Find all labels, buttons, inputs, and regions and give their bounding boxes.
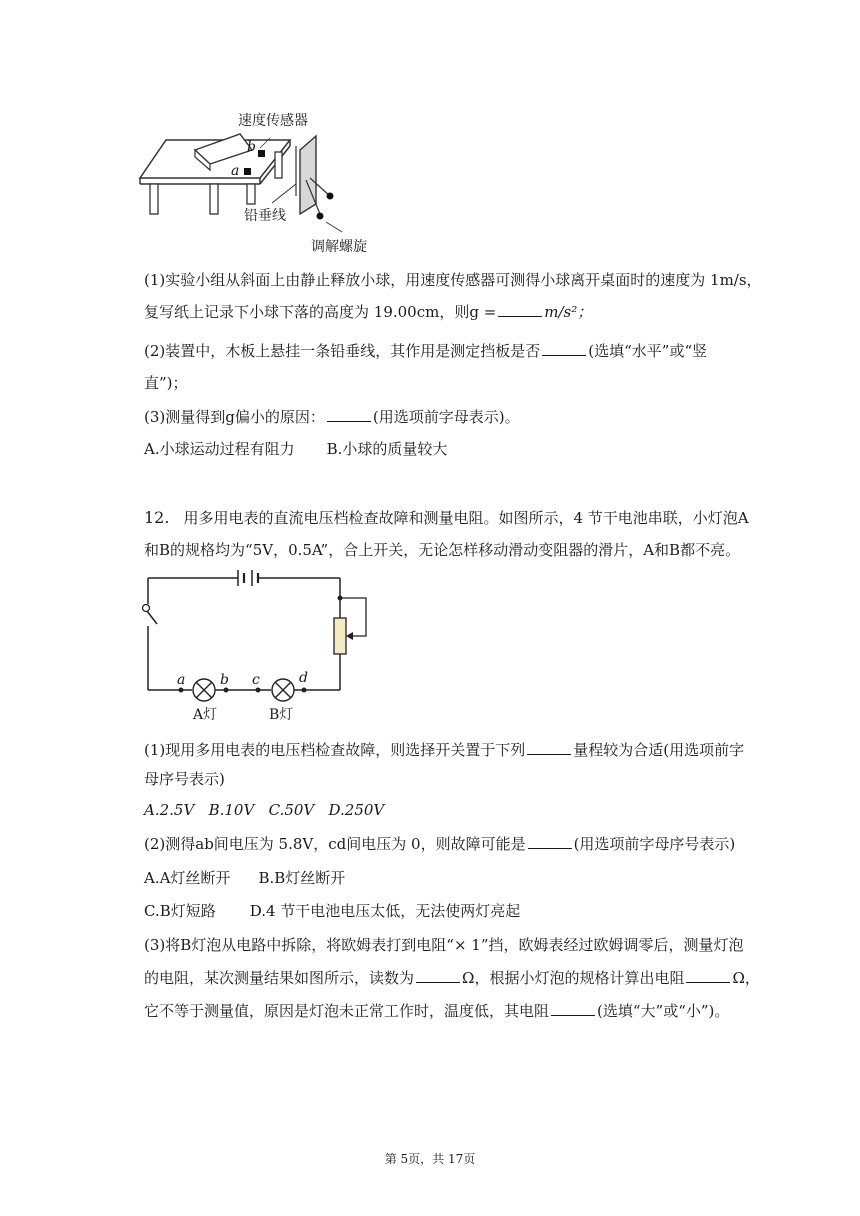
point-b-label: b <box>247 139 256 155</box>
answer-blank[interactable] <box>416 968 460 983</box>
q12-part2-options-cd <box>144 901 520 921</box>
q12-part2-line <box>144 834 735 854</box>
q12-part1-line2: 母序号表示) <box>144 770 225 788</box>
q11-part2-text: (2)装置中，木板上悬挂一条铅垂线，其作用是测定挡板是否 <box>144 342 541 360</box>
q12-intro-line2: 和B的规格均为“5V，0.5A”，合上开关，无论怎样移动滑动变阻器的滑片，A和B都不亮。 <box>144 541 741 559</box>
q12-part2-hint: (用选项前字母序号表示) <box>573 835 736 853</box>
q12-part3-text3: 它不等于测量值，原因是灯泡未正常工作时，温度低，其电阻 <box>144 1002 550 1020</box>
node-b-label: b <box>220 672 229 688</box>
q12-part3-line1: (3)将B灯泡从电路中拆除，将欧姆表打到电阻“× 1”挡，欧姆表经过欧姆调零后，测量灯泡 <box>144 936 744 954</box>
answer-blank[interactable] <box>686 968 730 983</box>
q12-part3-unit: Ω， <box>732 969 760 987</box>
page-footer: 第 5页，共 17页 <box>384 1152 476 1166</box>
q11-option-b: B.小球的质量较大 <box>326 440 448 458</box>
node-d-label: d <box>299 670 308 686</box>
answer-blank[interactable] <box>527 740 571 755</box>
q12-option-b: B.B灯丝断开 <box>258 869 346 887</box>
q11-part1-text: 复写纸上记录下小球下落的高度为 19.00cm，则g = <box>144 303 497 321</box>
question-number: 12. <box>144 508 170 527</box>
q11-part3-text: (3)测量得到g偏小的原因： <box>144 408 325 426</box>
plumb-line-label: 铅垂线 <box>244 208 286 224</box>
answer-blank[interactable] <box>551 1001 595 1016</box>
q11-part3-hint: (用选项前字母表示)。 <box>372 408 520 426</box>
node-c-label: c <box>252 672 260 688</box>
q11-part2-line2: 直”)； <box>144 374 188 392</box>
q12-intro-text: 用多用电表的直流电压档检查故障和测量电阻。如图所示，4 节干电池串联，小灯泡A <box>183 509 749 527</box>
sensor-label: 速度传感器 <box>238 113 308 129</box>
q12-part3-text2: Ω，根据小灯泡的规格计算出电阻 <box>462 969 685 987</box>
q12-part3-text: 的电阻，某次测量结果如图所示，读数为 <box>144 969 415 987</box>
node-a-label: a <box>177 672 186 688</box>
q12-part1-line1 <box>144 740 744 760</box>
q12-part3-line3 <box>144 1001 729 1021</box>
lamp-a-label: A灯 <box>193 707 218 723</box>
answer-blank[interactable] <box>528 834 572 849</box>
q11-part2-hint: (选填“水平”或“竖 <box>588 342 708 360</box>
q11-option-a: A.小球运动过程有阻力 <box>144 440 295 458</box>
q11-unit: m/s²； <box>544 303 593 321</box>
screw-label: 调解螺旋 <box>311 239 367 255</box>
q12-part2-options-ab <box>144 868 345 888</box>
q12-part1-options: A.2.5V B.10V C.50V D.250V <box>144 801 385 819</box>
q12-option-c: C.B灯短路 <box>144 902 216 920</box>
lamp-b-label: B灯 <box>269 707 294 723</box>
q11-part1-line1: (1)实验小组从斜面上由静止释放小球，用速度传感器可测得小球离开桌面时的速度为 1m/s， <box>144 271 762 289</box>
point-a-label: a <box>231 163 240 179</box>
q12-option-d: D.4 节干电池电压太低，无法使两灯亮起 <box>249 902 521 920</box>
q12-part1-hint: 量程较为合适(用选项前字 <box>573 741 745 759</box>
q12-part3-hint: (选填“大”或“小”)。 <box>597 1002 730 1020</box>
q12-part1-text: (1)现用多用电表的电压档检查故障，则选择开关置于下列 <box>144 741 526 759</box>
q12-part2-text: (2)测得ab间电压为 5.8V，cd间电压为 0，则故障可能是 <box>144 835 526 853</box>
q12-part3-line2 <box>144 968 760 988</box>
q12-option-a: A.A灯丝断开 <box>144 869 231 887</box>
